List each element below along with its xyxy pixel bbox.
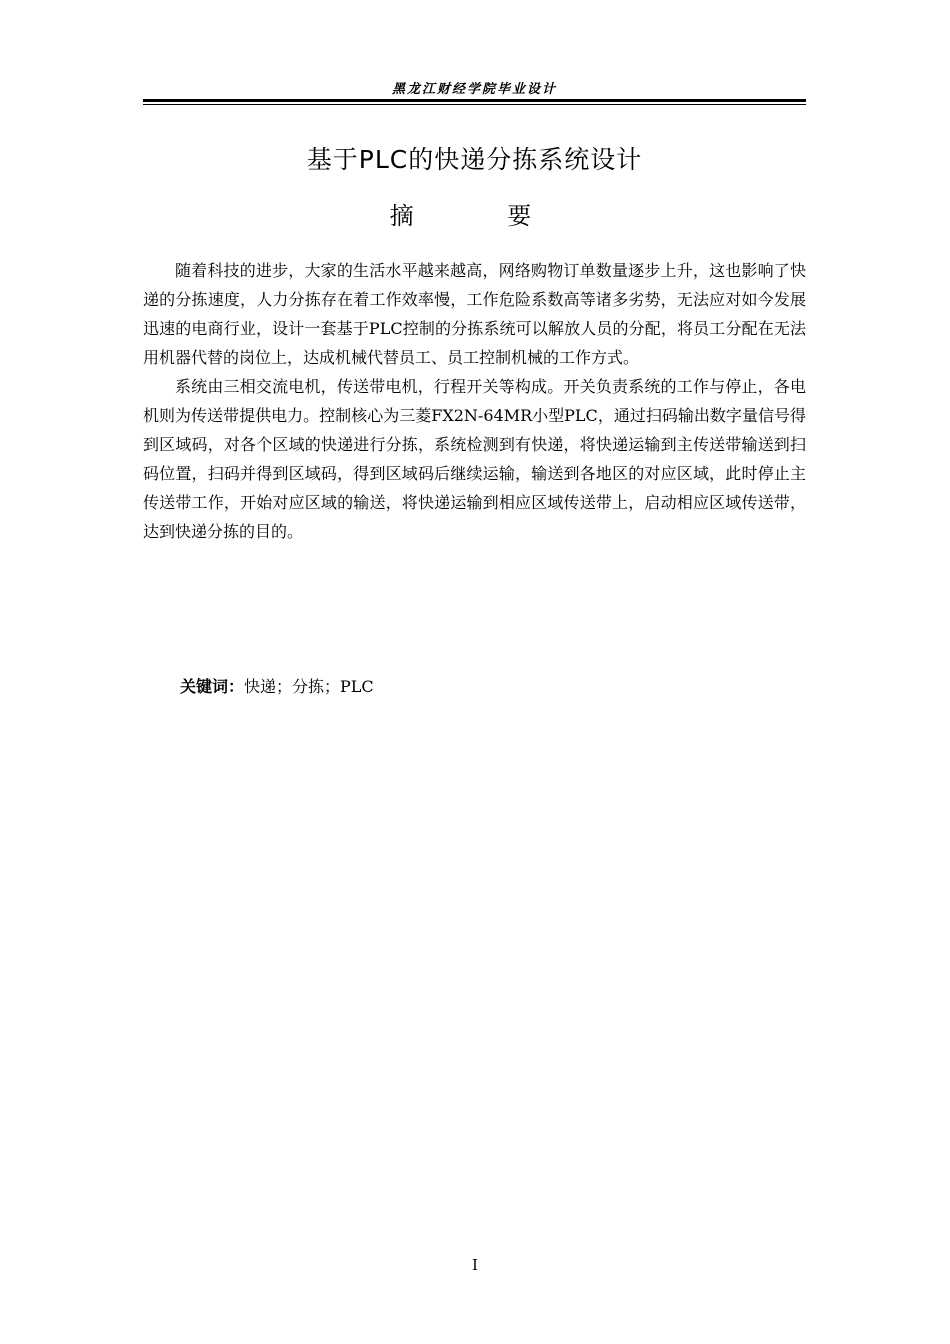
page-number: I bbox=[472, 1256, 478, 1274]
header-rule-thick bbox=[143, 99, 806, 102]
abstract-paragraph-2: 系统由三相交流电机，传送带电机，行程开关等构成。开关负责系统的工作与停止，各电机则为传送带提供电力。控制核心为三菱FX2N-64MR小型PLC，通过扫码输出数字量信号得到区域码，对各个区域的快递进行分拣，系统检测到有快递，将快递运输到主传送带输送到扫码位置，扫码并得到区域码，得到区域码后继续运输，输送到各地区的对应区域，此时停止主传送带工作，开始对应区域的输送，将快递运输到相应区域传送带上，启动相应区域传送带，达到快递分拣的目的。 bbox=[143, 377, 806, 541]
abstract-heading: 摘 要 bbox=[389, 202, 560, 230]
header-rule-thin bbox=[143, 104, 806, 105]
running-header: 黑龙江财经学院毕业设计 bbox=[391, 82, 557, 97]
abstract-paragraph-1: 随着科技的进步，大家的生活水平越来越高，网络购物订单数量逐步上升，这也影响了快递的分拣速度，人力分拣存在着工作效率慢，工作危险系数高等诸多劣势，无法应对如今发展迅速的电商行业，设计一套基于PLC控制的分拣系统可以解放人员的分配，将员工分配在无法用机器代替的岗位上，达成机械代替员工、员工控制机械的工作方式。 bbox=[143, 261, 806, 367]
abstract-body bbox=[143, 256, 806, 546]
keywords-line bbox=[180, 674, 374, 697]
keywords-value: 快递；分拣；PLC bbox=[244, 677, 374, 696]
document-title: 基于PLC的快递分拣系统设计 bbox=[306, 145, 643, 174]
keywords-label: 关键词： bbox=[180, 677, 245, 696]
